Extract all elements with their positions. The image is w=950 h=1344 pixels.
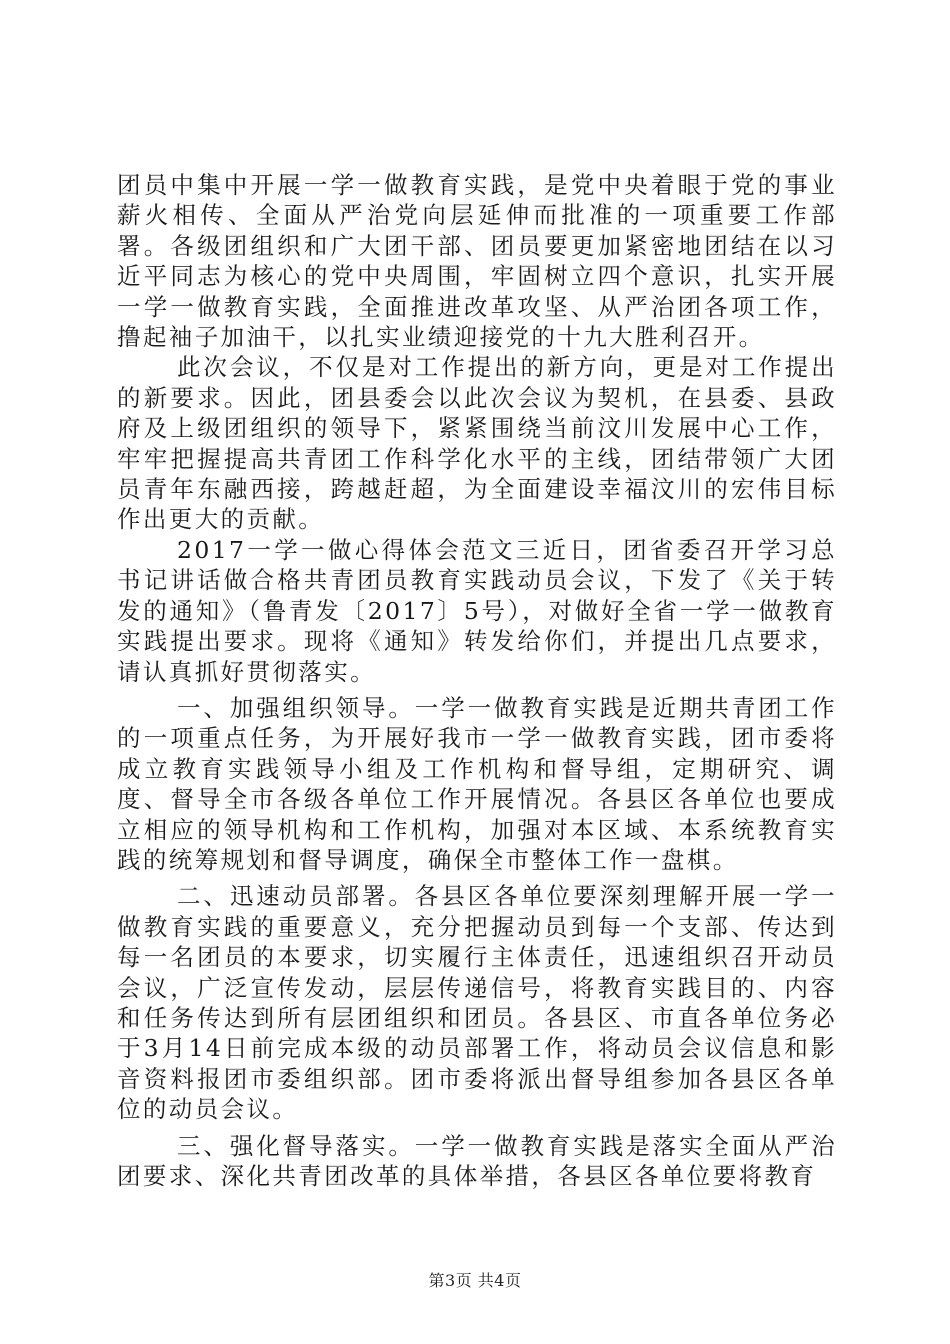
document-body — [117, 170, 837, 1191]
page-footer: 第3页 共4页 — [428, 1271, 522, 1290]
paragraph-4: 一、加强组织领导。一学一做教育实践是近期共青团工作的一项重点任务，为开展好我市一学一做教育实践，团市委将成立教育实践领导小组及工作机构和督导组，定期研究、调度、督导全市各级各单位工作开展情况。各县区各单位也要成立相应的领导机构和工作机构，加强对本区域、本系统教育实践的统筹规划和督导调度，确保全市整体工作一盘棋。 — [117, 693, 837, 874]
paragraph-2: 此次会议，不仅是对工作提出的新方向，更是对工作提出的新要求。因此，团县委会以此次会议为契机，在县委、县政府及上级团组织的领导下，紧紧围绕当前汶川发展中心工作，牢牢把握提高共青团工作科学化水平的主线，团结带领广大团员青年东融西接，跨越赶超，为全面建设幸福汶川的宏伟目标作出更大的贡献。 — [117, 353, 837, 534]
paragraph-3: 2017一学一做心得体会范文三近日，团省委召开学习总书记讲话做合格共青团员教育实践动员会议，下发了《关于转发的通知》（鲁青发〔2017〕5号），对做好全省一学一做教育实践提出要求。现将《通知》转发给你们，并提出几点要求，请认真抓好贯彻落实。 — [117, 535, 837, 686]
paragraph-5: 二、迅速动员部署。各县区各单位要深刻理解开展一学一做教育实践的重要意义，充分把握动员到每一个支部、传达到每一名团员的本要求，切实履行主体责任，迅速组织召开动员会议，广泛宣传发动，层层传递信号，将教育实践目的、内容和任务传达到所有层团组织和团员。各县区、市直各单位务必于3月14日前完成本级的动员部署工作，将动员会议信息和影音资料报团市委组织部。团市委将派出督导组参加各县区各单位的动员会议。 — [117, 882, 837, 1124]
paragraph-1: 团员中集中开展一学一做教育实践，是党中央着眼于党的事业薪火相传、全面从严治党向层延伸而批准的一项重要工作部署。各级团组织和广大团干部、团员要更加紧密地团结在以习近平同志为核心的党中央周围，牢固树立四个意识，扎实开展一学一做教育实践，全面推进改革攻坚、从严治团各项工作，撸起袖子加油干，以扎实业绩迎接党的十九大胜利召开。 — [117, 171, 837, 352]
paragraph-6: 三、强化督导落实。一学一做教育实践是落实全面从严治团要求、深化共青团改革的具体举措，各县区各单位要将教育 — [117, 1131, 837, 1190]
